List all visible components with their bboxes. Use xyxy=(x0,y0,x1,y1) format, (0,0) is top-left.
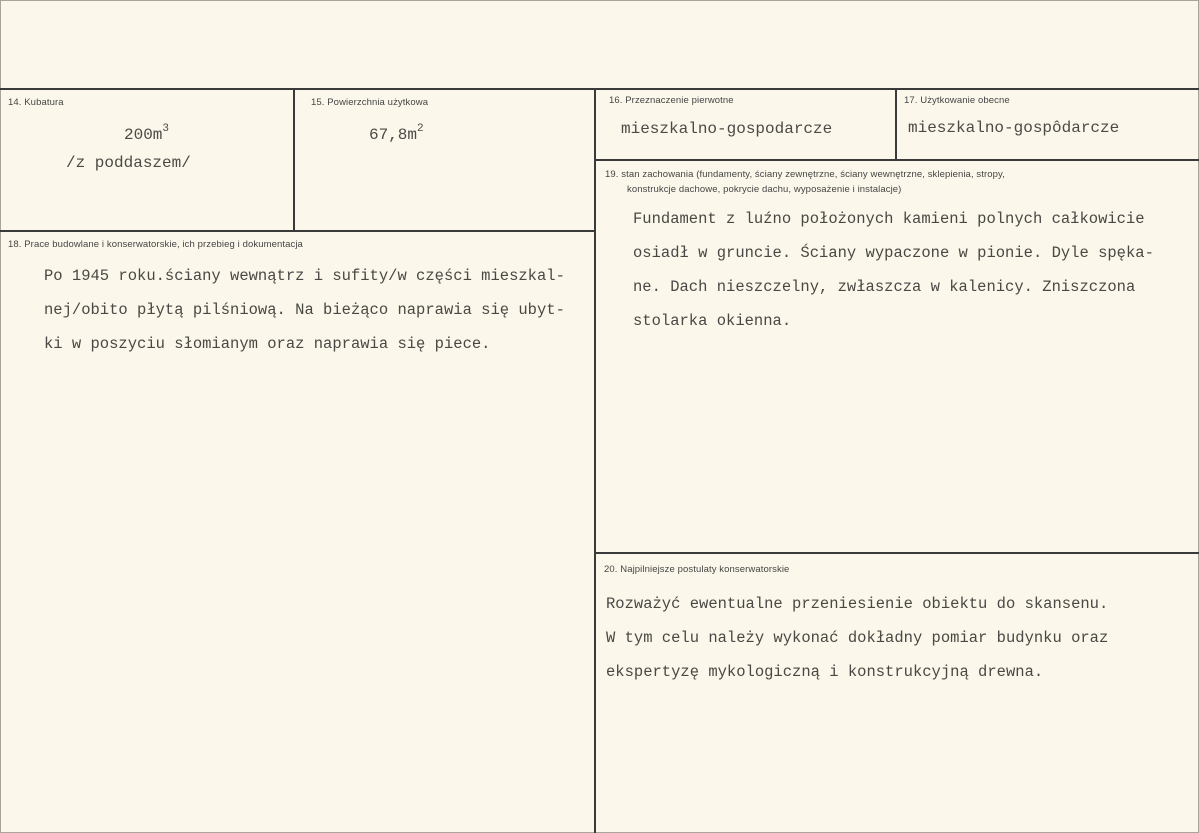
stan-line: stolarka okienna. xyxy=(633,312,792,330)
prace-text xyxy=(44,259,565,361)
stan-line: ne. Dach nieszczelny, zwłaszcza w kalenicy. Zniszczona xyxy=(633,278,1136,296)
prace-label: 18. Prace budowlane i konserwatorskie, ich przebieg i dokumentacja xyxy=(8,239,303,250)
kubatura-note: /z poddaszem/ xyxy=(66,154,191,172)
powierzchnia-exponent: 2 xyxy=(417,123,424,135)
postulaty-label: 20. Najpilniejsze postulaty konserwatorskie xyxy=(604,564,790,575)
przeznaczenie-value: mieszkalno-gospodarcze xyxy=(621,120,833,138)
uzytkowanie-label: 17. Użytkowanie obecne xyxy=(904,95,1010,106)
stan-text xyxy=(633,202,1154,338)
postulaty-line: W tym celu należy wykonać dokładny pomiar budynku oraz xyxy=(606,629,1109,647)
powierzchnia-number: 67,8m xyxy=(369,126,418,144)
przeznaczenie-label: 16. Przeznaczenie pierwotne xyxy=(609,95,734,106)
kubatura-number: 200m xyxy=(124,126,163,144)
top-rule xyxy=(0,88,1199,90)
kubatura-exponent: 3 xyxy=(162,123,170,135)
divider-main-vertical xyxy=(594,88,596,833)
divider-14-15 xyxy=(293,88,295,231)
uzytkowanie-value: mieszkalno-gospôdarcze xyxy=(908,119,1120,137)
postulaty-line: ekspertyzę mykologiczną i konstrukcyjną drewna. xyxy=(606,663,1044,681)
postulaty-text xyxy=(606,587,1108,689)
stan-line: Fundament z luźno położonych kamieni polnych całkowicie xyxy=(633,210,1145,228)
prace-line: nej/obito płytą pilśniową. Na bieżąco naprawia się ubyt- xyxy=(44,301,565,319)
divider-16-17 xyxy=(895,88,897,160)
stan-label-line2: konstrukcje dachowe, pokrycie dachu, wyposażenie i instalacje) xyxy=(627,184,902,195)
rule-above-19 xyxy=(594,159,1199,161)
powierzchnia-label: 15. Powierzchnia użytkowa xyxy=(311,97,429,108)
powierzchnia-value xyxy=(369,123,424,144)
rule-above-20 xyxy=(594,552,1199,554)
stan-line: osiadł w gruncie. Ściany wypaczone w pionie. Dyle spęka- xyxy=(633,244,1154,262)
prace-line: ki w poszyciu słomianym oraz naprawia się piece. xyxy=(44,335,491,353)
postulaty-line: Rozważyć ewentualne przeniesienie obiektu do skansenu. xyxy=(606,595,1109,613)
stan-label-line1: 19. stan zachowania (fundamenty, ściany zewnętrzne, ściany wewnętrzne, sklepienia, stropy, xyxy=(605,169,1005,180)
rule-above-18 xyxy=(0,230,596,232)
kubatura-value xyxy=(124,123,170,144)
prace-line: Po 1945 roku.ściany wewnątrz i sufity/w części mieszkal- xyxy=(44,267,565,285)
kubatura-label: 14. Kubatura xyxy=(8,97,64,108)
